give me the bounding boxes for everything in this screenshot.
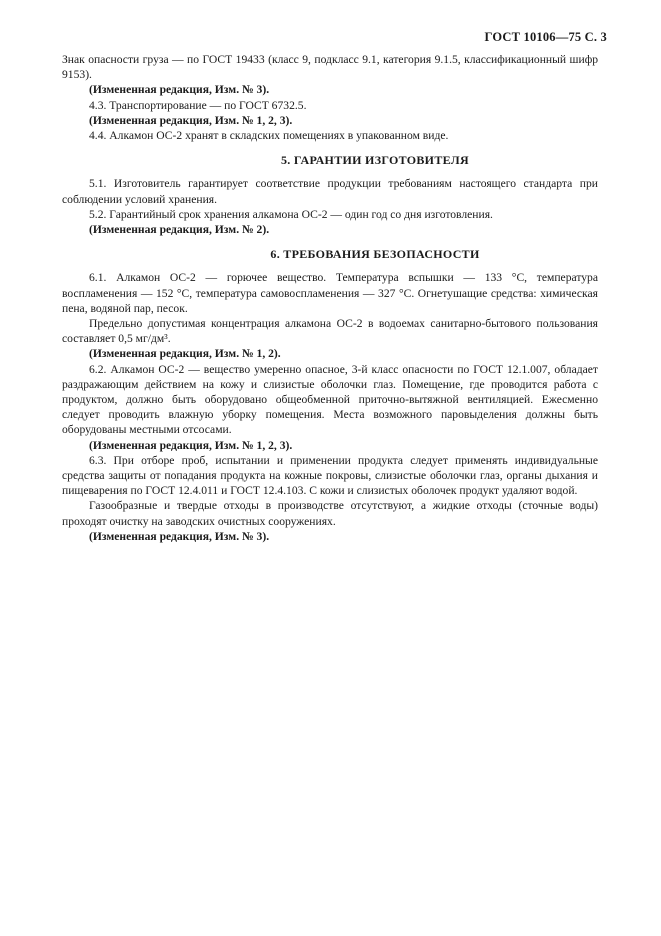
amendment-note: (Измененная редакция, Изм. № 1, 2, 3). — [89, 438, 293, 452]
hazard-sign-paragraph: Знак опасности груза — по ГОСТ 19433 (класс 9, подкласс 9.1, категория 9.1.5, классификационный шифр 9153). — [62, 53, 598, 82]
clause-6-3: 6.3. При отборе проб, испытании и применении продукта следует применять индивидуальные средства защиты от попадания продукта на кожные покровы, слизистые оболочки глаз, органы дыхания и пищеварения по ГОСТ 12.4.011 и ГОСТ 12.4.103. С кожи и слизистых оболочек продукт удаляют водой. — [62, 453, 598, 498]
clause-6-2: 6.2. Алкамон ОС-2 — вещество умеренно опасное, 3-й класс опасности по ГОСТ 12.1.007, обладает раздражающим действием на кожу и слизистые оболочки глаз. Помещение, где проводится работа с продуктом, должно быть оборудовано общеобменной приточно-вытяжной вентиляцией. Ежесменно следует проводить влажную уборку помещения. Места возможного паровыделения должны быть оборудованы местными отсосами. — [62, 362, 598, 437]
amendment-note: (Измененная редакция, Изм. № 3). — [89, 83, 270, 97]
amendment-note: (Измененная редакция, Изм. № 3). — [89, 529, 270, 543]
clause-5-2: 5.2. Гарантийный срок хранения алкамона ОС-2 — один год со дня изготовления. — [89, 207, 493, 221]
amendment-note: (Измененная редакция, Изм. № 2). — [89, 223, 270, 237]
amendment-note: (Измененная редакция, Изм. № 1, 2, 3). — [89, 113, 293, 127]
section-6-heading: 6. ТРЕБОВАНИЯ БЕЗОПАСНОСТИ — [270, 247, 480, 262]
page-header: ГОСТ 10106—75 С. 3 — [484, 30, 607, 44]
document-body — [62, 52, 598, 544]
clause-6-1-concentration: Предельно допустимая концентрация алкамона ОС-2 в водоемах санитарно-бытового пользования составляет 0,5 мг/дм³. — [62, 317, 598, 346]
amendment-note: (Измененная редакция, Изм. № 1, 2). — [89, 347, 281, 361]
clause-5-1: 5.1. Изготовитель гарантирует соответствие продукции требованиям настоящего стандарта при соблюдении условий хранения. — [62, 177, 598, 206]
clause-6-3-waste: Газообразные и твердые отходы в производстве отсутствуют, а жидкие отходы (сточные воды) проходят очистку на заводских очистных сооружениях. — [62, 499, 598, 528]
clause-6-1: 6.1. Алкамон ОС-2 — горючее вещество. Температура вспышки — 133 °С, температура воспламенения — 152 °С, температура самовоспламенения — 327 °С. Огнетушащие средства: химическая пена, водяной пар, песок. — [62, 271, 598, 315]
section-5-heading: 5. ГАРАНТИИ ИЗГОТОВИТЕЛЯ — [281, 153, 469, 168]
clause-4-4: 4.4. Алкамон ОС-2 хранят в складских помещениях в упакованном виде. — [89, 129, 449, 143]
clause-4-3: 4.3. Транспортирование — по ГОСТ 6732.5. — [89, 98, 307, 112]
